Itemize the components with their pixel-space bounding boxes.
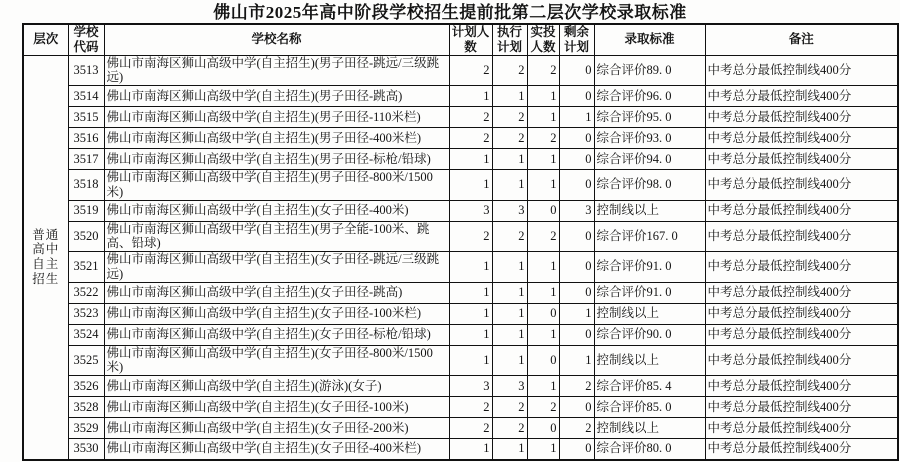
cell-school-code: 3528: [68, 397, 104, 418]
cell-planned-count: 1: [449, 149, 492, 170]
cell-planned-count: 2: [449, 107, 492, 128]
cell-executed-plan: 1: [492, 149, 527, 170]
cell-executed-plan: 1: [492, 345, 527, 376]
table-row: [23, 128, 898, 149]
cell-remark: 中考总分最低控制线400分: [705, 439, 898, 460]
table-row: [23, 200, 898, 221]
cell-admission-standard: 控制线以上: [594, 303, 705, 324]
cell-remaining-plan: 0: [559, 397, 594, 418]
column-header-school-name: 学校名称: [104, 24, 449, 55]
table-row: [23, 376, 898, 397]
table-row: [23, 252, 898, 283]
cell-executed-plan: 1: [492, 324, 527, 345]
cell-school-name: 佛山市南海区狮山高级中学(自主招生)(女子田径-800米/1500米): [104, 345, 449, 376]
cell-school-name: 佛山市南海区狮山高级中学(自主招生)(女子田径-100米栏): [104, 303, 449, 324]
cell-actual-count: 2: [527, 221, 559, 252]
cell-actual-count: 1: [527, 170, 559, 201]
page-title: 佛山市2025年高中阶段学校招生提前批第二层次学校录取标准: [213, 3, 687, 22]
cell-planned-count: 1: [449, 324, 492, 345]
cell-actual-count: 1: [527, 376, 559, 397]
cell-remaining-plan: 2: [559, 418, 594, 439]
column-header-remarks: 备注: [705, 24, 898, 55]
cell-actual-count: 1: [527, 439, 559, 460]
cell-school-name: 佛山市南海区狮山高级中学(自主招生)(男子田径-400米栏): [104, 128, 449, 149]
cell-school-code: 3516: [68, 128, 104, 149]
header-row: [23, 24, 898, 55]
cell-executed-plan: 3: [492, 200, 527, 221]
cell-admission-standard: 控制线以上: [594, 200, 705, 221]
cell-remark: 中考总分最低控制线400分: [705, 200, 898, 221]
column-header-school-code: 学校代码: [68, 24, 104, 55]
cell-actual-count: 0: [527, 418, 559, 439]
table-row: [23, 303, 898, 324]
cell-executed-plan: 1: [492, 252, 527, 283]
cell-school-code: 3515: [68, 107, 104, 128]
cell-executed-plan: 3: [492, 376, 527, 397]
table-row: [23, 55, 898, 86]
cell-school-name: 佛山市南海区狮山高级中学(自主招生)(男子全能-100米、跳高、铅球): [104, 221, 449, 252]
cell-planned-count: 2: [449, 221, 492, 252]
cell-planned-count: 2: [449, 418, 492, 439]
cell-remark: 中考总分最低控制线400分: [705, 303, 898, 324]
cell-remaining-plan: 0: [559, 252, 594, 283]
cell-school-name: 佛山市南海区狮山高级中学(自主招生)(女子田径-标枪/铅球): [104, 324, 449, 345]
column-header-admission-standard: 录取标准: [594, 24, 705, 55]
cell-level-merged: 普通高中自主招生: [23, 55, 68, 460]
cell-executed-plan: 2: [492, 128, 527, 149]
cell-school-name: 佛山市南海区狮山高级中学(自主招生)(女子田径-400米栏): [104, 439, 449, 460]
cell-school-code: 3522: [68, 282, 104, 303]
cell-school-code: 3513: [68, 55, 104, 86]
table-row: [23, 282, 898, 303]
cell-school-name: 佛山市南海区狮山高级中学(自主招生)(女子田径-400米): [104, 200, 449, 221]
cell-school-name: 佛山市南海区狮山高级中学(自主招生)(男子田径-110米栏): [104, 107, 449, 128]
cell-school-name: 佛山市南海区狮山高级中学(自主招生)(女子田径-200米): [104, 418, 449, 439]
cell-planned-count: 3: [449, 200, 492, 221]
cell-school-name: 佛山市南海区狮山高级中学(自主招生)(男子田径-跳高): [104, 86, 449, 107]
cell-school-code: 3523: [68, 303, 104, 324]
cell-actual-count: 0: [527, 345, 559, 376]
cell-school-name: 佛山市南海区狮山高级中学(自主招生)(游泳)(女子): [104, 376, 449, 397]
cell-executed-plan: 2: [492, 397, 527, 418]
cell-actual-count: 1: [527, 252, 559, 283]
cell-remaining-plan: 0: [559, 221, 594, 252]
column-header-level: 层次: [23, 24, 68, 55]
cell-remark: 中考总分最低控制线400分: [705, 252, 898, 283]
cell-admission-standard: 综合评价98. 0: [594, 170, 705, 201]
cell-executed-plan: 2: [492, 418, 527, 439]
cell-executed-plan: 1: [492, 170, 527, 201]
cell-remark: 中考总分最低控制线400分: [705, 86, 898, 107]
cell-school-code: 3519: [68, 200, 104, 221]
cell-actual-count: 1: [527, 107, 559, 128]
cell-school-code: 3518: [68, 170, 104, 201]
cell-remark: 中考总分最低控制线400分: [705, 376, 898, 397]
cell-remaining-plan: 1: [559, 107, 594, 128]
cell-remaining-plan: 0: [559, 86, 594, 107]
table-row: [23, 221, 898, 252]
cell-remark: 中考总分最低控制线400分: [705, 128, 898, 149]
cell-school-code: 3514: [68, 86, 104, 107]
cell-planned-count: 2: [449, 397, 492, 418]
cell-school-code: 3525: [68, 345, 104, 376]
cell-admission-standard: 综合评价91. 0: [594, 252, 705, 283]
table-row: [23, 324, 898, 345]
column-header-actual-count: 实投人数: [527, 24, 559, 55]
cell-school-name: 佛山市南海区狮山高级中学(自主招生)(女子田径-跳远/三级跳远): [104, 252, 449, 283]
cell-planned-count: 1: [449, 252, 492, 283]
cell-school-name: 佛山市南海区狮山高级中学(自主招生)(男子田径-标枪/铅球): [104, 149, 449, 170]
cell-remark: 中考总分最低控制线400分: [705, 107, 898, 128]
cell-planned-count: 1: [449, 170, 492, 201]
cell-remark: 中考总分最低控制线400分: [705, 55, 898, 86]
cell-planned-count: 1: [449, 439, 492, 460]
cell-actual-count: 2: [527, 397, 559, 418]
table-row: [23, 107, 898, 128]
table-row: [23, 170, 898, 201]
cell-remark: 中考总分最低控制线400分: [705, 324, 898, 345]
cell-remaining-plan: 0: [559, 149, 594, 170]
table-row: [23, 149, 898, 170]
cell-planned-count: 3: [449, 376, 492, 397]
cell-remaining-plan: 0: [559, 128, 594, 149]
cell-remaining-plan: 1: [559, 345, 594, 376]
cell-remaining-plan: 0: [559, 439, 594, 460]
cell-actual-count: 0: [527, 303, 559, 324]
cell-executed-plan: 2: [492, 107, 527, 128]
cell-remark: 中考总分最低控制线400分: [705, 149, 898, 170]
cell-executed-plan: 2: [492, 221, 527, 252]
cell-remaining-plan: 1: [559, 303, 594, 324]
column-header-remaining-plan: 剩余计划: [559, 24, 594, 55]
cell-remaining-plan: 3: [559, 200, 594, 221]
cell-school-name: 佛山市南海区狮山高级中学(自主招生)(女子田径-100米): [104, 397, 449, 418]
cell-executed-plan: 1: [492, 282, 527, 303]
cell-admission-standard: 综合评价90. 0: [594, 324, 705, 345]
cell-school-name: 佛山市南海区狮山高级中学(自主招生)(女子田径-跳高): [104, 282, 449, 303]
table-row: [23, 345, 898, 376]
cell-admission-standard: 综合评价89. 0: [594, 55, 705, 86]
cell-admission-standard: 综合评价80. 0: [594, 439, 705, 460]
cell-admission-standard: 控制线以上: [594, 345, 705, 376]
cell-school-code: 3526: [68, 376, 104, 397]
table-header: [23, 24, 898, 55]
cell-school-name: 佛山市南海区狮山高级中学(自主招生)(男子田径-800米/1500米): [104, 170, 449, 201]
cell-remaining-plan: 0: [559, 170, 594, 201]
cell-remark: 中考总分最低控制线400分: [705, 221, 898, 252]
cell-planned-count: 2: [449, 55, 492, 86]
cell-remark: 中考总分最低控制线400分: [705, 282, 898, 303]
cell-actual-count: 1: [527, 86, 559, 107]
admission-standards-table: [22, 23, 899, 461]
cell-executed-plan: 1: [492, 86, 527, 107]
cell-school-code: 3517: [68, 149, 104, 170]
cell-actual-count: 2: [527, 128, 559, 149]
cell-actual-count: 2: [527, 55, 559, 86]
cell-planned-count: 2: [449, 128, 492, 149]
cell-school-code: 3524: [68, 324, 104, 345]
cell-school-code: 3521: [68, 252, 104, 283]
cell-school-name: 佛山市南海区狮山高级中学(自主招生)(男子田径-跳远/三级跳远): [104, 55, 449, 86]
cell-admission-standard: 综合评价94. 0: [594, 149, 705, 170]
cell-remaining-plan: 0: [559, 324, 594, 345]
table-row: [23, 418, 898, 439]
cell-admission-standard: 综合评价91. 0: [594, 282, 705, 303]
cell-remaining-plan: 2: [559, 376, 594, 397]
cell-remaining-plan: 0: [559, 55, 594, 86]
cell-admission-standard: 综合评价96. 0: [594, 86, 705, 107]
column-header-executed-plan: 执行计划: [492, 24, 527, 55]
cell-admission-standard: 综合评价167. 0: [594, 221, 705, 252]
cell-admission-standard: 综合评价85. 0: [594, 397, 705, 418]
table-row: [23, 86, 898, 107]
column-header-planned-count: 计划人数: [449, 24, 492, 55]
cell-remark: 中考总分最低控制线400分: [705, 418, 898, 439]
cell-remark: 中考总分最低控制线400分: [705, 397, 898, 418]
cell-planned-count: 1: [449, 86, 492, 107]
cell-executed-plan: 1: [492, 439, 527, 460]
table-body: [23, 55, 898, 460]
table-row: [23, 397, 898, 418]
cell-school-code: 3529: [68, 418, 104, 439]
cell-admission-standard: 综合评价95. 0: [594, 107, 705, 128]
cell-admission-standard: 控制线以上: [594, 418, 705, 439]
cell-school-code: 3530: [68, 439, 104, 460]
cell-actual-count: 1: [527, 324, 559, 345]
cell-actual-count: 1: [527, 149, 559, 170]
cell-planned-count: 1: [449, 345, 492, 376]
cell-school-code: 3520: [68, 221, 104, 252]
cell-executed-plan: 1: [492, 303, 527, 324]
cell-executed-plan: 2: [492, 55, 527, 86]
cell-admission-standard: 综合评价85. 4: [594, 376, 705, 397]
cell-admission-standard: 综合评价93. 0: [594, 128, 705, 149]
cell-actual-count: 1: [527, 282, 559, 303]
cell-actual-count: 0: [527, 200, 559, 221]
cell-remaining-plan: 0: [559, 282, 594, 303]
cell-planned-count: 1: [449, 282, 492, 303]
cell-remark: 中考总分最低控制线400分: [705, 345, 898, 376]
cell-planned-count: 1: [449, 303, 492, 324]
table-row: [23, 439, 898, 460]
cell-remark: 中考总分最低控制线400分: [705, 170, 898, 201]
